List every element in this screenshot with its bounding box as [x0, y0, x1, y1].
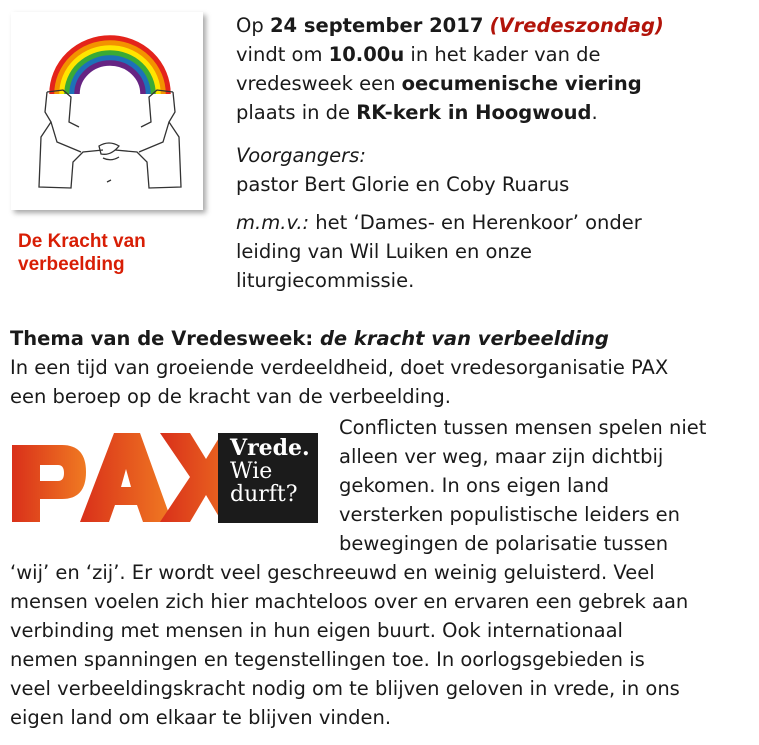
choir-line-1: m.m.v.: het ‘Dames- en Herenkoor’ onder — [236, 211, 642, 234]
rainbow-handshake-icon — [11, 12, 203, 210]
intro-line-3: vredesweek een oecumenische viering — [236, 72, 642, 95]
body-line: eigen land om elkaar te blijven vinden. — [10, 706, 392, 729]
choir-line-2: leiding van Wil Luiken en onze — [236, 240, 533, 263]
body-wrap-line: gekomen. In ons eigen land — [339, 474, 610, 497]
pax-logo — [10, 427, 318, 525]
rainbow-illustration — [11, 12, 203, 210]
event-day: (Vredeszondag) — [489, 14, 664, 37]
body-line: een beroep op de kracht van de verbeelding. — [10, 385, 451, 408]
event-time: 10.00u — [328, 43, 405, 66]
leaders-names: pastor Bert Glorie en Coby Ruarus — [236, 173, 570, 196]
body-line: nemen spanningen en tegenstellingen toe. In oorlogsgebieden is — [10, 648, 645, 671]
body-line: mensen voelen zich hier machteloos over en ervaren een gebrek aan — [10, 590, 689, 613]
pax-tagline: Vrede. Wie durft? — [230, 435, 310, 507]
choir-line-3: liturgiecommissie. — [236, 269, 415, 292]
body-line: In een tijd van groeiende verdeeldheid, doet vredesorganisatie PAX — [10, 356, 669, 379]
body-wrap-line: bewegingen de polarisatie tussen — [339, 532, 669, 555]
image-caption — [18, 230, 146, 276]
event-location: RK-kerk in Hoogwoud — [356, 101, 592, 124]
theme-heading: Thema van de Vredesweek: de kracht van verbeelding — [10, 327, 609, 350]
intro-line-1: Op 24 september 2017 (Vredeszondag) — [236, 14, 664, 37]
body-line: verbinding met mensen in hun eigen buurt. Ook internationaal — [10, 619, 623, 642]
body-wrap-line: Conflicten tussen mensen spelen niet — [339, 416, 707, 439]
body-wrap-line: versterken populistische leiders en — [339, 503, 681, 526]
body-line: veel verbeeldingskracht nodig om te blijven geloven in vrede, in ons — [10, 677, 680, 700]
caption-line-2: verbeelding — [18, 254, 125, 275]
leaders-heading: Voorgangers: — [236, 144, 366, 167]
body-wrap-line: alleen ver weg, maar zijn dichtbij — [339, 445, 664, 468]
caption-line-1: De Kracht van — [18, 231, 146, 252]
event-date: 24 september 2017 — [269, 14, 484, 37]
intro-line-4: plaats in de RK-kerk in Hoogwoud. — [236, 101, 598, 124]
intro-line-2: vindt om 10.00u in het kader van de — [236, 43, 601, 66]
body-line: ‘wij’ en ‘zij’. Er wordt veel geschreeuwd en weinig geluisterd. Veel — [10, 561, 655, 584]
event-type: oecumenische viering — [401, 72, 642, 95]
